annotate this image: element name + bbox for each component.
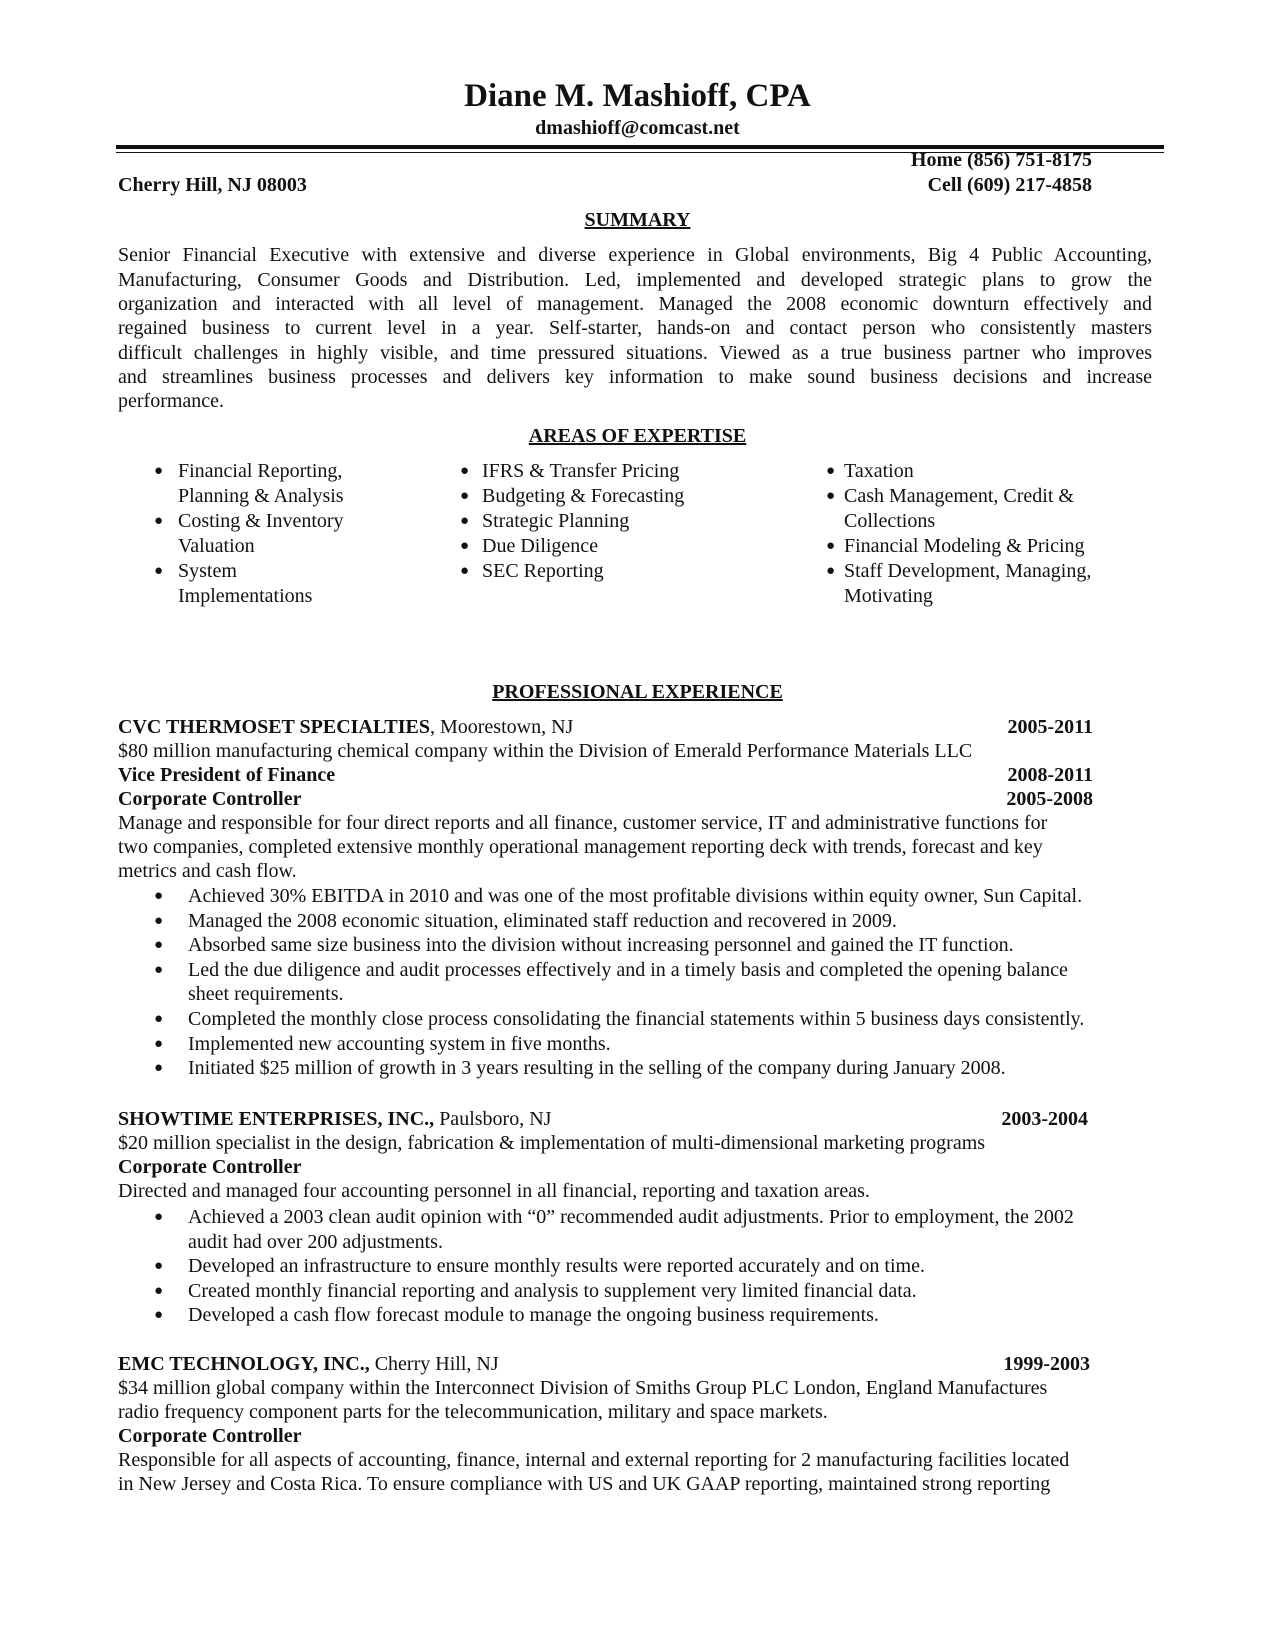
bullet-icon: ● — [154, 1060, 164, 1077]
job-header — [118, 1352, 1090, 1376]
bullet-icon: ● — [154, 463, 164, 479]
list-item — [118, 1056, 1168, 1081]
summary-line: organization and interacted with all level of management. Managed the 2008 economic downturn effectively and — [118, 293, 1152, 315]
bullet-icon: ● — [154, 1010, 164, 1027]
job-summary-line: Responsible for all aspects of accounting, finance, internal and external reporting for 2 manufacturing facilities located — [118, 1449, 1070, 1471]
bullet-icon: ● — [460, 463, 470, 479]
list-item-text: Absorbed same size business into the division without increasing personnel and gained the IT function. — [188, 934, 1014, 957]
list-item-text: Managed the 2008 economic situation, eliminated staff reduction and recovered in 2009. — [188, 909, 897, 932]
bullet-icon: ● — [154, 563, 164, 579]
job-header — [118, 1107, 1088, 1131]
role-row — [118, 763, 1093, 787]
bullet-icon: ● — [154, 1258, 164, 1275]
role-title: Corporate Controller — [118, 788, 302, 810]
bullet-icon: ● — [460, 563, 470, 579]
candidate-name: Diane M. Mashioff, CPA — [464, 78, 811, 114]
summary-line: regained business to current level in a year. Self-starter, hands-on and contact person who consistently masters — [118, 317, 1152, 339]
job-company-line — [118, 715, 573, 739]
bullet-icon: ● — [154, 888, 164, 904]
summary-heading: SUMMARY — [584, 209, 691, 231]
list-item-text: Initiated $25 million of growth in 3 years resulting in the selling of the company during January 2008. — [188, 1057, 1006, 1080]
bullet-icon: ● — [154, 1282, 164, 1299]
role-title: Vice President of Finance — [118, 764, 336, 786]
expertise-item — [458, 484, 758, 509]
expertise-item — [152, 559, 372, 609]
company-location: , Moorestown, NJ — [429, 716, 574, 738]
company-location: Cherry Hill, NJ — [369, 1353, 499, 1375]
bullet-icon: ● — [826, 488, 836, 504]
email-address[interactable]: dmashioff@comcast.net — [535, 117, 740, 139]
expertise-label: Taxation — [844, 460, 914, 482]
bullet-icon: ● — [154, 937, 164, 954]
role-title: Corporate Controller — [118, 1425, 302, 1447]
achievement-list — [118, 1205, 1118, 1328]
job-summary-line: in New Jersey and Costa Rica. To ensure compliance with US and UK GAAP reporting, maintained strong reporting — [118, 1473, 1051, 1495]
list-item-text: Completed the monthly close process consolidating the financial statements within 5 business days consistently. — [188, 1007, 1085, 1030]
company-description: $20 million specialist in the design, fabrication & implementation of multi-dimensional marketing programs — [118, 1132, 986, 1154]
job-summary-line: two companies, completed extensive monthly operational management reporting deck with trends, forecast and key — [118, 836, 1043, 858]
expertise-label: System Implementations — [178, 560, 313, 607]
job-company-line — [118, 1352, 499, 1376]
list-item — [118, 1254, 1118, 1279]
achievement-list — [118, 884, 1168, 1081]
bullet-icon: ● — [460, 538, 470, 554]
job-summary-line: metrics and cash flow. — [118, 860, 297, 882]
list-item-text: Developed a cash flow forecast module to manage the ongoing business requirements. — [188, 1304, 879, 1327]
expertise-label: IFRS & Transfer Pricing — [482, 460, 680, 482]
location: Cherry Hill, NJ 08003 — [118, 174, 307, 196]
company-location: Paulsboro, NJ — [434, 1108, 552, 1130]
list-item — [118, 1303, 1118, 1328]
expertise-item — [458, 559, 758, 584]
role-dates: 2008-2011 — [1007, 764, 1093, 786]
summary-line: Manufacturing, Consumer Goods and Distribution. Led, implemented and developed strategic plans to grow the — [118, 269, 1152, 291]
role-dates: 2005-2008 — [1006, 788, 1093, 810]
list-item — [118, 1279, 1118, 1304]
bullet-icon: ● — [460, 488, 470, 504]
summary-line: performance. — [118, 390, 225, 412]
expertise-item — [152, 459, 372, 509]
list-item-text: Achieved 30% EBITDA in 2010 and was one of the most profitable divisions within equity owner, Sun Capital. — [188, 885, 1083, 907]
job-summary-line: Directed and managed four accounting personnel in all financial, reporting and taxation areas. — [118, 1180, 870, 1202]
expertise-label: Budgeting & Forecasting — [482, 485, 685, 507]
bullet-icon: ● — [154, 912, 164, 929]
cell-phone: Cell (609) 217-4858 — [927, 174, 1092, 196]
expertise-item — [152, 509, 372, 559]
bullet-icon: ● — [460, 513, 470, 529]
expertise-item — [826, 534, 1096, 559]
expertise-column-2 — [458, 459, 758, 584]
job-dates: 2003-2004 — [1001, 1108, 1088, 1130]
bullet-icon: ● — [154, 1035, 164, 1052]
expertise-column-3 — [826, 459, 1096, 609]
job-summary-line: Manage and responsible for four direct reports and all finance, customer service, IT and administrative functions for — [118, 812, 1048, 834]
job-company-line — [118, 1107, 551, 1131]
expertise-label: Strategic Planning — [482, 510, 630, 532]
company-name: CVC THERMOSET SPECIALTIES — [118, 716, 430, 738]
expertise-label: Financial Reporting, Planning & Analysis — [178, 460, 344, 507]
expertise-item — [826, 484, 1096, 534]
bullet-icon: ● — [154, 961, 164, 978]
expertise-item — [458, 534, 758, 559]
experience-heading: PROFESSIONAL EXPERIENCE — [492, 681, 783, 703]
expertise-item — [458, 509, 758, 534]
job-dates: 1999-2003 — [1003, 1353, 1090, 1375]
expertise-item — [826, 459, 1096, 484]
list-item — [118, 1205, 1118, 1254]
bullet-icon: ● — [826, 563, 836, 579]
bullet-icon: ● — [154, 1307, 164, 1324]
expertise-item — [458, 459, 758, 484]
role-row — [118, 787, 1093, 811]
company-name: EMC TECHNOLOGY, INC., — [118, 1353, 370, 1375]
summary-line: and streamlines business processes and delivers key information to make sound business decisions and increase — [118, 366, 1152, 388]
company-description: $34 million global company within the Interconnect Division of Smiths Group PLC London, England Manufactures — [118, 1377, 1048, 1399]
list-item-text: Led the due diligence and audit processes effectively and in a timely basis and completed the opening balance sheet requirements. — [188, 958, 1068, 1006]
list-item-text: Achieved a 2003 clean audit opinion with “0” recommended audit adjustments. Prior to employment, the 2002 audit had over 200 adjustments. — [188, 1206, 1074, 1253]
bullet-icon: ● — [154, 513, 164, 529]
list-item — [118, 933, 1168, 958]
role-title: Corporate Controller — [118, 1156, 302, 1178]
expertise-label: Due Diligence — [482, 535, 599, 557]
bullet-icon: ● — [826, 463, 836, 479]
company-description: radio frequency component parts for the telecommunication, military and space markets. — [118, 1401, 828, 1423]
company-name: SHOWTIME ENTERPRISES, INC., — [118, 1108, 435, 1130]
expertise-label: Cash Management, Credit & Collections — [844, 485, 1074, 532]
expertise-label: SEC Reporting — [482, 560, 604, 582]
expertise-label: Costing & Inventory Valuation — [178, 510, 344, 557]
expertise-heading: AREAS OF EXPERTISE — [528, 425, 747, 447]
expertise-label: Financial Modeling & Pricing — [844, 535, 1085, 557]
list-item — [118, 958, 1168, 1007]
list-item-text: Developed an infrastructure to ensure monthly results were reported accurately and on time. — [188, 1255, 925, 1278]
list-item — [118, 1032, 1168, 1057]
home-phone: Home (856) 751-8175 — [910, 149, 1092, 171]
expertise-column-1 — [152, 459, 372, 609]
job-dates: 2005-2011 — [1007, 716, 1093, 738]
bullet-icon: ● — [826, 538, 836, 554]
job-header — [118, 715, 1093, 739]
list-item-text: Created monthly financial reporting and analysis to supplement very limited financial data. — [188, 1279, 917, 1302]
list-item-text: Implemented new accounting system in five months. — [188, 1032, 611, 1055]
list-item — [118, 1007, 1168, 1032]
company-description: $80 million manufacturing chemical company within the Division of Emerald Performance Materials LLC — [118, 740, 973, 762]
summary-line: difficult challenges in highly visible, and time pressured situations. Viewed as a true business partner who improves — [118, 342, 1152, 364]
list-item — [118, 909, 1168, 934]
expertise-item — [826, 559, 1096, 609]
expertise-label: Staff Development, Managing, Motivating — [844, 560, 1092, 607]
list-item — [118, 884, 1168, 909]
bullet-icon: ● — [154, 1209, 164, 1225]
summary-line: Senior Financial Executive with extensive and diverse experience in Global environments, Big 4 Public Accounting, — [118, 244, 1152, 266]
